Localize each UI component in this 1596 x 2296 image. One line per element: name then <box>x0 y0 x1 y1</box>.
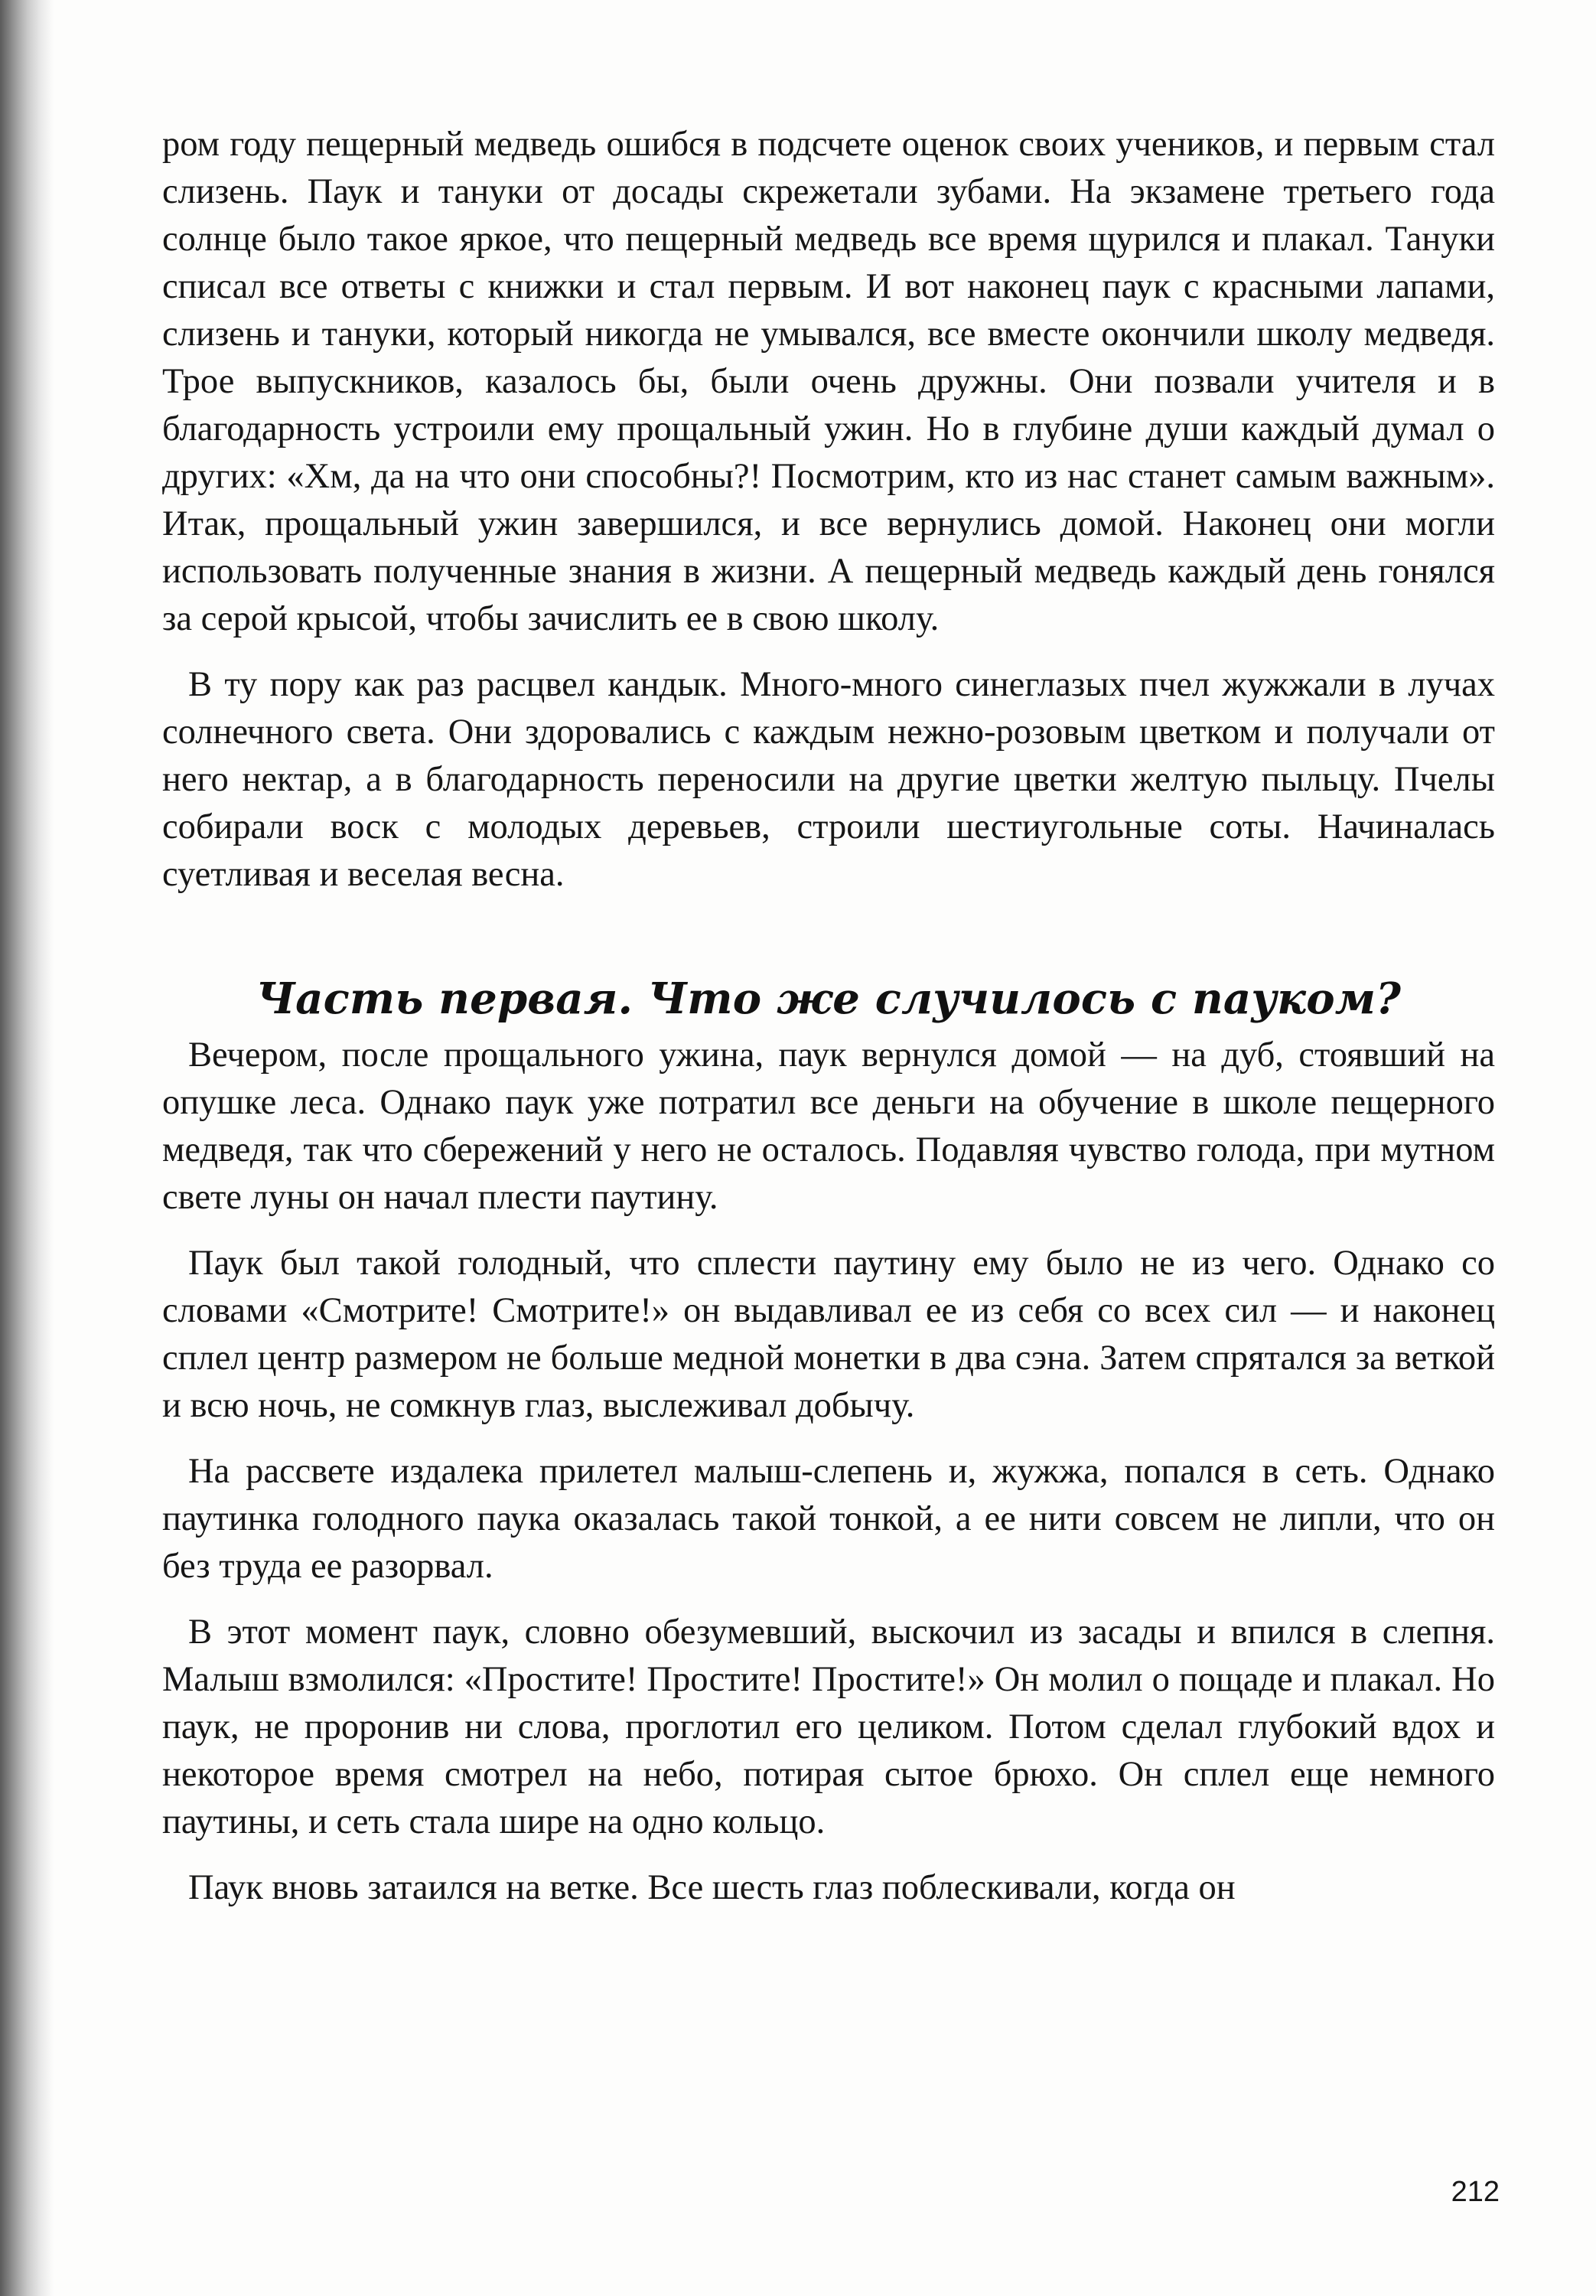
paragraph: В ту пору как раз расцвел кандык. Много-много синеглазых пчел жужжали в лучах солнечного света. Они здоровались с каждым нежно-розовым цветком и получали от него нектар, а в благодарность переносили на другие цветки желтую пыльцу. Пчелы собирали воск с молодых деревьев, строили шестиугольные соты. Начиналась суетливая и веселая весна. <box>162 665 1495 894</box>
chapter-heading: Часть первая. Что же случилось с пауком? <box>256 974 1402 1024</box>
page-number: 212 <box>1451 2176 1500 2208</box>
paragraph: Паук вновь затаился на ветке. Все шесть глаз поблескивали, когда он <box>188 1868 1236 1907</box>
paragraph: В этот момент паук, словно обезумевший, выскочил из засады и впился в слепня. Малыш взмолился: «Простите! Простите! Простите!» Он молил о пощаде и плакал. Но паук, не проронив ни слова, проглотил его целиком. Потом сделал глубокий вдох и некоторое время смотрел на небо, потирая сытое брюхо. Он сплел еще немного паутины, и сеть стала шире на одно кольцо. <box>162 1613 1495 1841</box>
paragraph: ром году пещерный медведь ошибся в подсчете оценок своих учеников, и первым стал слизень. Паук и тануки от досады скрежетали зубами. На экзамене третьего года солнце было такое яркое, что пещерный медведь все время щурился и плакал. Тануки списал все ответы с книжки и стал первым. И вот наконец паук с красными лапами, слизень и тануки, который никогда не умывался, все вместе окончили школу медведя. Трое выпускников, казалось бы, были очень дружны. Они позвали учителя и в благодарность устроили ему прощальный ужин. Но в глубине души каждый думал о других: «Хм, да на что они способны?! Посмотрим, кто из нас станет самым важным». Итак, прощальный ужин завершился, и все вернулись домой. Наконец они могли использовать полученные знания в жизни. А пещерный медведь каждый день гонялся за серой крысой, чтобы зачислить ее в свою школу. <box>162 125 1495 638</box>
binding-shadow <box>0 0 54 2296</box>
paragraph: На рассвете издалека прилетел малыш-слепень и, жужжа, попался в сеть. Однако паутинка голодного паука оказалась такой тонкой, а ее нити совсем не липли, что он без труда ее разорвал. <box>162 1452 1495 1586</box>
paragraph: Паук был такой голодный, что сплести паутину ему было не из чего. Однако со словами «Смотрите! Смотрите!» он выдавливал ее из себя со всех сил — и наконец сплел центр размером не больше медной монетки в два сэна. Затем спрятался за веткой и всю ночь, не сомкнув глаз, выслеживал добычу. <box>162 1244 1495 1425</box>
paragraph: Вечером, после прощального ужина, паук вернулся домой — на дуб, стоявший на опушке леса. Однако паук уже потратил все деньги на обучение в школе пещерного медведя, так что сбережений у него не осталось. Подавляя чувство голода, при мутном свете луны он начал плести паутину. <box>162 1035 1495 1217</box>
page-text <box>162 121 1495 1912</box>
